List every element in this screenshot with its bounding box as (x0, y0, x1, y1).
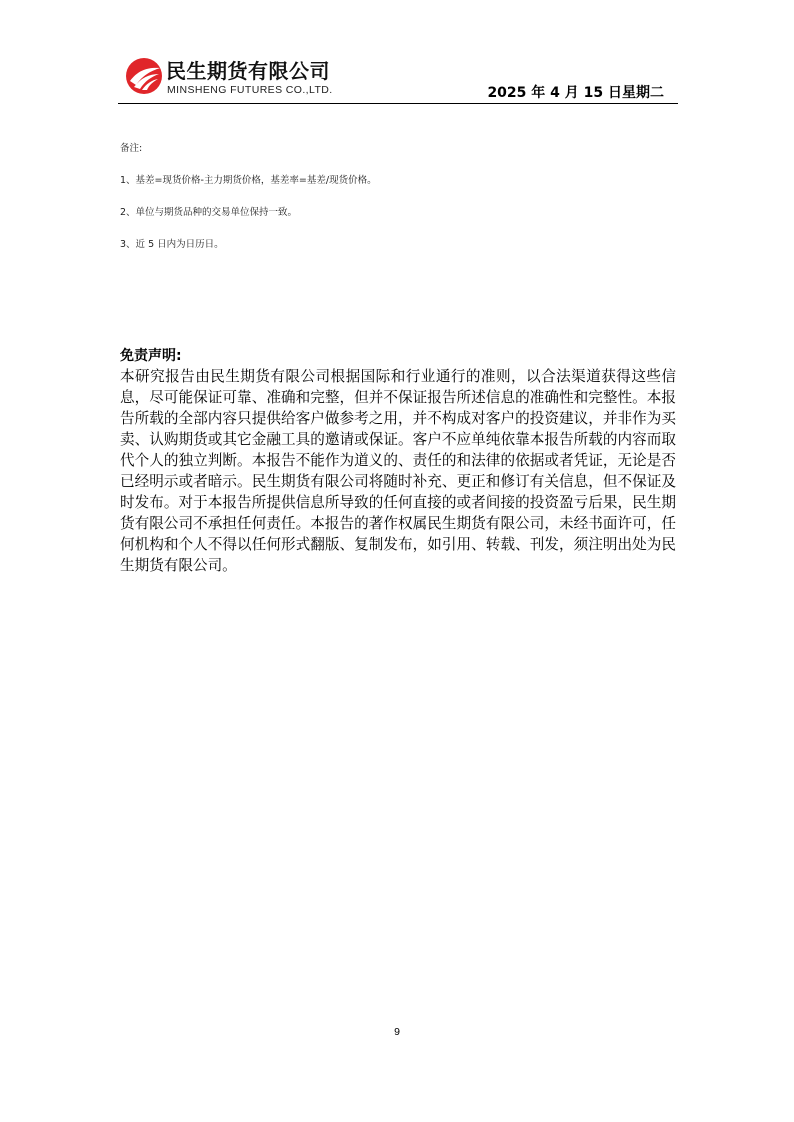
header-divider (118, 103, 678, 104)
note-item: 3、近 5 日内为日历日。 (120, 239, 224, 250)
disclaimer-body: 本研究报告由民生期货有限公司根据国际和行业通行的准则，以合法渠道获得这些信息，尽可能保证可靠、准确和完整，但并不保证报告所述信息的准确性和完整性。本报告所载的全部内容只提供给客户做参考之用，并不构成对客户的投资建议，并非作为买卖、认购期货或其它金融工具的邀请或保证。客户不应单纯依靠本报告所载的内容而取代个人的独立判断。本报告不能作为道义的、责任的和法律的依据或者凭证，无论是否已经明示或者暗示。民生期货有限公司将随时补充、更正和修订有关信息，但不保证及时发布。对于本报告所提供信息所导致的任何直接的或者间接的投资盈亏后果，民生期货有限公司不承担任何责任。本报告的著作权属民生期货有限公司，未经书面许可，任何机构和个人不得以任何形式翻版、复制发布，如引用、转载、刊发，须注明出处为民生期货有限公司。 (120, 368, 676, 574)
minsheng-logo-icon (124, 56, 164, 96)
company-name-en: MINSHENG FUTURES CO.,LTD. (167, 84, 333, 96)
notes-heading: 备注: (120, 143, 143, 154)
note-item: 2、单位与期货品种的交易单位保持一致。 (120, 207, 298, 218)
report-date: 2025 年 4 月 15 日星期二 (487, 85, 664, 101)
disclaimer-section (120, 346, 676, 576)
disclaimer-title: 免责声明: (120, 348, 182, 364)
page-number: 9 (394, 1026, 400, 1038)
page-header (118, 52, 678, 104)
company-name-cn: 民生期货有限公司 (166, 59, 330, 83)
note-item: 1、基差=现货价格-主力期货价格，基差率=基差/现货价格。 (120, 175, 377, 186)
